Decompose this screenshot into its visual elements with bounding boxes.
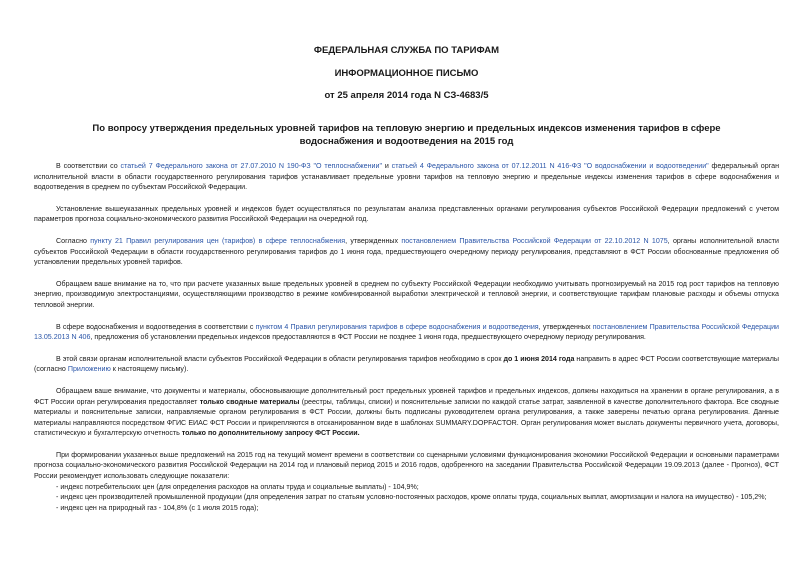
link-law-416fz[interactable]: статьей 4 Федерального закона от 07.12.2011 N 416-ФЗ "О водоснабжении и водоотведении" — [391, 162, 709, 170]
text: , органы исполнительной власти субъектов Российской Федерации в области государственного регулирования тарифов до 1 июня года, предшествующего очередному периоду регулирования, представляют в ФСТ России обоснованные предложения об установлении предельных уровней тарифов. — [34, 236, 779, 267]
link-resolution-406[interactable]: постановлением Правительства Российской Федерации 13.05.2013 N 406 — [34, 322, 780, 342]
text: В этой связи органам исполнительной власти субъектов Российской Федерации в области регулирования тарифов необходимо в срок — [56, 354, 504, 363]
list-item: - индекс цен на природный газ - 104,8% (с 1 июля 2015 года); — [56, 503, 259, 512]
emphasis-bold: только по дополнительному запросу ФСТ России. — [181, 429, 360, 438]
paragraph-4: Обращаем ваше внимание на то, что при расчете указанных выше предельных уровней в среднем по субъекту Российской Федерации необходимо учитывать прогнозируемый на 2015 год рост тарифов на тепловую энергию, производимую электростанциями, осуществляющими производство в режиме комбинированной выработки электрической и тепловой энергии, и соответствующие тарифам плановые расходы и объемы отпуска тепловой энергии. — [34, 279, 779, 309]
link-rules-item-4[interactable]: пунктом 4 Правил регулирования тарифов в сфере водоснабжения и водоотведения — [255, 322, 539, 331]
agency-name: ФЕДЕРАЛЬНАЯ СЛУЖБА ПО ТАРИФАМ — [313, 45, 500, 56]
text: (реестры, таблицы, списки) и пояснительные записки по каждой статье затрат, заявленной в качестве дополнительного фактора. Все сводные материалы и пояснительные записки, направляемые органом регулирования в ФСТ России, должны быть подписаны руководителем органа регулирования, а также заверены печатью органа регулирования. Данные материалы направляются посредством ФГИС ЕИАС ФСТ России и прикрепляются в отсканированном виде в шаблонах SUMMARY.DOPFACTOR. Орган регулирования может выслать документы первичного учета, договоры, статистическую и бухгалтерскую отчетность — [34, 397, 779, 438]
link-appendix[interactable]: Приложению — [67, 365, 111, 374]
paragraph-7 — [34, 386, 779, 439]
text: В сфере водоснабжения и водоотведения в соответствии с — [56, 322, 256, 331]
document-type: ИНФОРМАЦИОННОЕ ПИСЬМО — [334, 68, 479, 79]
document-title: По вопросу утверждения предельных уровней тарифов на тепловую энергию и предельных индексов изменения тарифов в сфере водоснабжения и водоотведения на 2015 год — [92, 123, 721, 147]
emphasis-bold: только сводные материалы — [199, 397, 300, 406]
text: , утвержденных — [538, 322, 593, 331]
text: федеральный орган исполнительной власти в области государственного регулирования тарифов устанавливает предельные уровни тарифов на тепловую энергию и предельные индексы изменения тарифов в сфере водоснабжения и водоотведения в среднем по субъектам Российской Федерации. — [34, 162, 779, 192]
text: и — [382, 162, 392, 170]
link-rules-item-21[interactable]: пункту 21 Правил регулирования цен (тарифов) в сфере теплоснабжения — [90, 236, 346, 245]
text: Согласно — [56, 236, 91, 245]
paragraph-6 — [34, 354, 779, 375]
text: , предложения об установлении предельных индексов предоставляются в ФСТ России не позднее 1 июня года, предшествующего очередному периоду регулирования. — [90, 333, 646, 342]
list-item: - индекс потребительских цен (для определения расходов на оплаты труда и социальные выплаты) - 104,9%; — [56, 482, 419, 491]
text: , утвержденных — [345, 236, 402, 245]
link-law-190fz[interactable]: статьей 7 Федерального закона от 27.07.2010 N 190-ФЗ "О теплоснабжении" — [120, 162, 382, 170]
paragraph-5 — [34, 322, 779, 343]
list-item: - индекс цен производителей промышленной продукции (для определения затрат по статьям условно-постоянных расходов, кроме оплаты труда, социальных выплат, амортизации и налога на имущество) - 105,2%; — [56, 493, 767, 502]
paragraph-8: При формировании указанных выше предложений на 2015 год на текущий момент времени в соответствии со сценарными условиями функционирования экономики Российской Федерации и основными параметрами прогноза социально-экономического развития Российской Федерации на 2014 год и плановый период 2015 и 2016 годов, одобренного на заседании Правительства Российской Федерации 19.09.2013 (далее - Прогноз), ФСТ России рекомендует использовать следующие показатели: — [34, 450, 779, 481]
paragraph-3 — [34, 236, 779, 268]
text: к настоящему письму). — [110, 365, 189, 374]
text: Обращаем ваше внимание, что документы и материалы, обосновывающие дополнительный рост предельных уровней тарифов и предельных индексов, должны находиться на хранении в органе регулирования, а в ФСТ России орган регулирования предоставляет — [34, 386, 779, 406]
paragraph-1 — [34, 161, 779, 193]
link-resolution-1075[interactable]: постановлением Правительства Российской Федерации от 22.10.2012 N 1075 — [401, 236, 668, 245]
deadline-bold: до 1 июня 2014 года — [503, 354, 575, 363]
text: В соответствии со — [56, 162, 121, 170]
text: направить в адрес ФСТ России соответствующие материалы (согласно — [34, 354, 779, 374]
paragraph-2: Установление вышеуказанных предельных уровней и индексов будет осуществляться по результатам анализа представленных органами регулирования субъектов Российской Федерации предложений с учетом параметров прогноза социально-экономического развития Российской Федерации на очередной год. — [34, 204, 779, 224]
document-date-number: от 25 апреля 2014 года N СЗ-4683/5 — [324, 90, 489, 101]
